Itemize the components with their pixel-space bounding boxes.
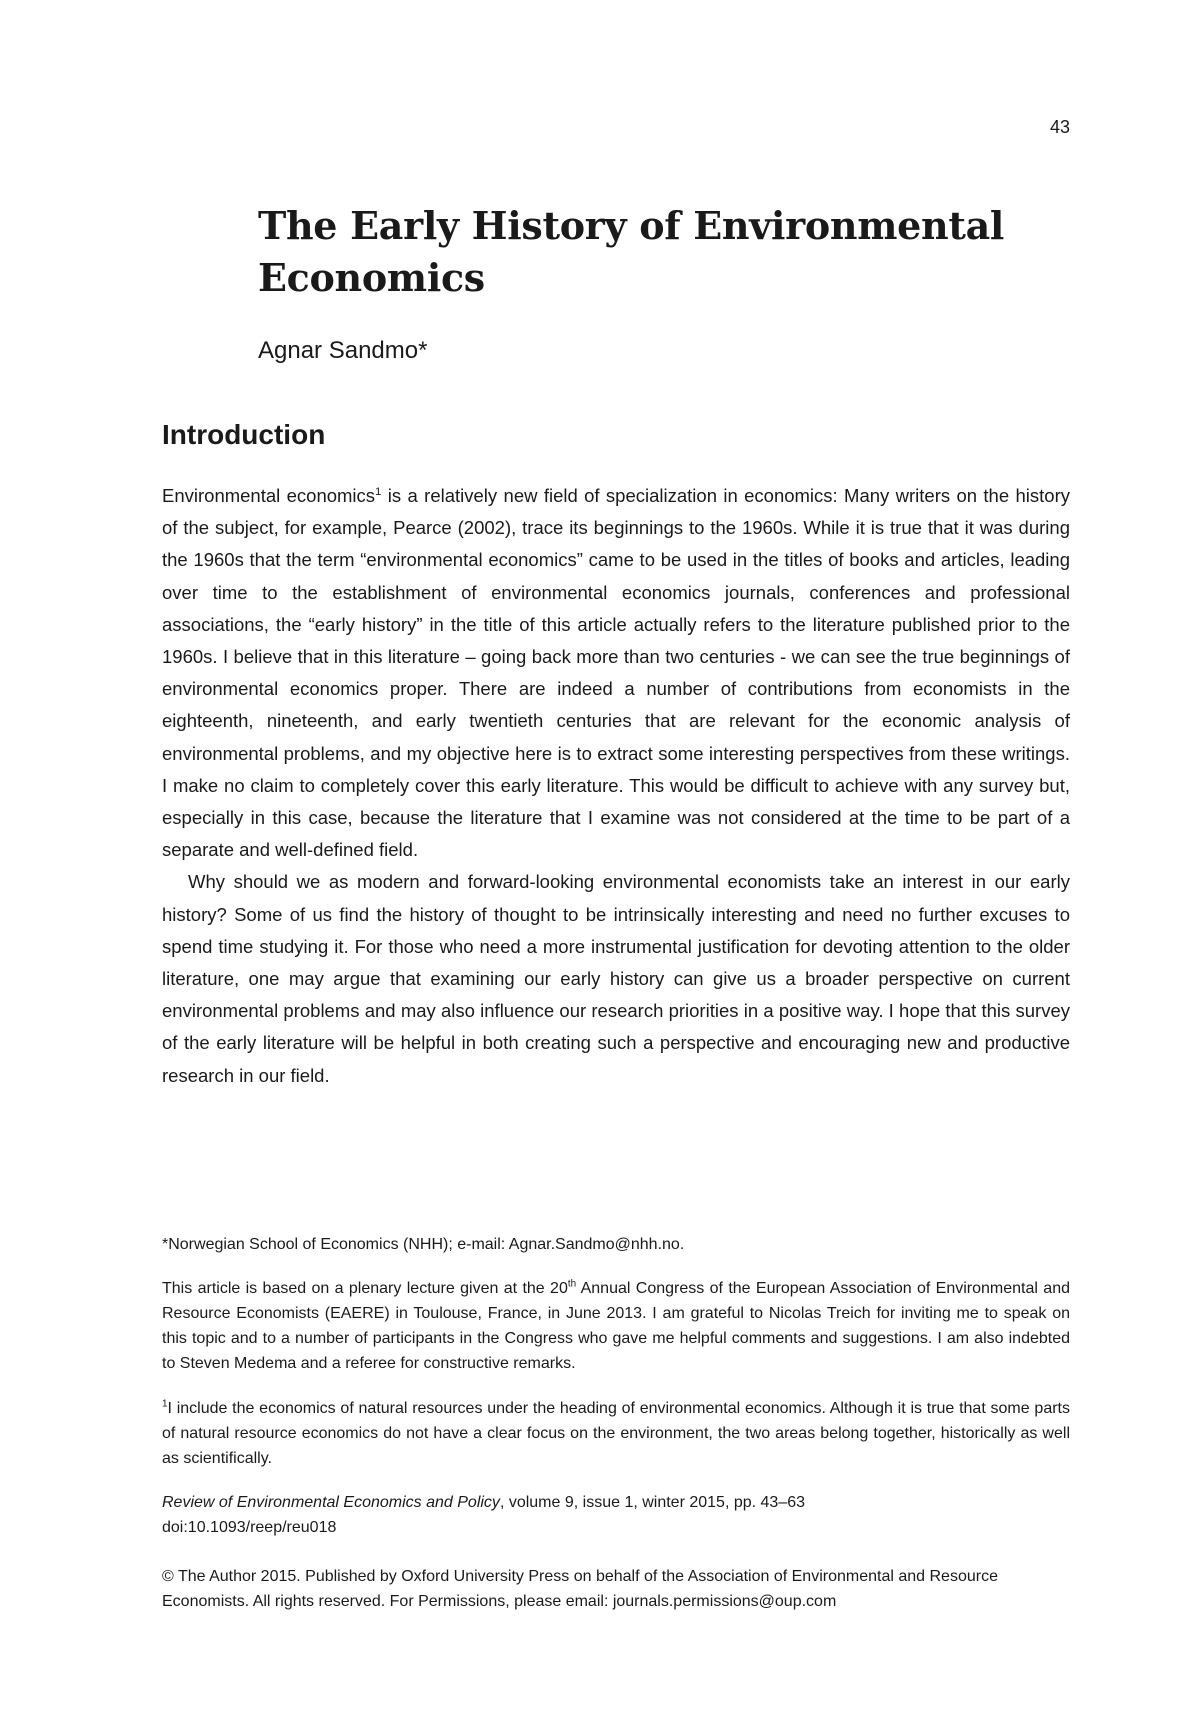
paragraph-1-start: Environmental economics xyxy=(162,485,376,506)
footnote-1-marker: 1 xyxy=(162,1398,168,1410)
footnote-marker-1: 1 xyxy=(375,485,382,498)
copyright-notice xyxy=(162,1564,1070,1614)
article-title: The Early History of Environmental Economics xyxy=(258,203,1005,300)
doi-line: doi:10.1093/reep/reu018 xyxy=(162,1519,337,1536)
body-paragraph-2: Why should we as modern and forward-looking environmental economists take an interest in our early history? Some of us find the history of thought to be intrinsically interesting and need no further excuses to spend time studying it. For those who need a more instrumental justification for devoting attention to the older literature, one may argue that examining our early history can give us a broader perspective on current environmental problems and may also influence our research priorities in a positive way. I hope that this survey of the early literature will be helpful in both creating such a perspective and encouraging new and productive research in our field. xyxy=(162,871,1070,1086)
journal-citation xyxy=(162,1490,1070,1540)
footnote-1 xyxy=(162,1396,1070,1471)
footnote-1-text xyxy=(162,1396,1070,1471)
footnote-1-body: I include the economics of natural resources under the heading of environmental economics. Although it is true that some parts of natural resource economics do not have a clear focus on the environment, the two areas belong together, historically as well as scientifically. xyxy=(162,1400,1070,1467)
page-number: 43 xyxy=(1049,117,1070,137)
acknowledgement-text xyxy=(162,1276,1070,1376)
author-name: Agnar Sandmo* xyxy=(258,337,428,364)
footnote-affiliation xyxy=(162,1232,1070,1257)
copyright-line-2: Economists. All rights reserved. For Permissions, please email: journals.permissions@oup.com xyxy=(162,1593,837,1610)
affiliation-text: *Norwegian School of Economics (NHH); e-mail: Agnar.Sandmo@nhh.no. xyxy=(162,1236,685,1253)
section-heading-introduction: Introduction xyxy=(162,419,326,450)
citation-details: , volume 9, issue 1, winter 2015, pp. 43–63 xyxy=(499,1494,806,1511)
copyright-line-1: © The Author 2015. Published by Oxford University Press on behalf of the Association of Environmental and Resource xyxy=(162,1568,998,1585)
ordinal-suffix: th xyxy=(567,1278,577,1290)
introduction-body xyxy=(162,480,1070,1092)
footnote-acknowledgement xyxy=(162,1276,1070,1376)
acknowledgement-rest: Annual Congress of the European Association of Environmental and Resource Economists (EAERE) in Toulouse, France, in June 2013. I am grateful to Nicolas Treich for inviting me to speak on this topic and to a number of participants in the Congress who gave me helpful comments and suggestions. I am also indebted to Steven Medema and a referee for constructive remarks. xyxy=(162,1280,1071,1372)
acknowledgement-start: This article is based on a plenary lecture given at the 20 xyxy=(162,1280,568,1297)
citation-line xyxy=(162,1490,1070,1515)
journal-name: Review of Environmental Economics and Policy xyxy=(162,1494,500,1511)
body-paragraph-1 xyxy=(162,480,1070,866)
paragraph-1-rest: is a relatively new field of specialization in economics: Many writers on the history of the subject, for example, Pearce (2002), trace its beginnings to the 1960s. While it is true that it was during the 1960s that the term “environmental economics” came to be used in the titles of books and articles, leading over time to the establishment of environmental economics journals, conferences and professional associations, the “early history” in the title of this article actually refers to the literature published prior to the 1960s. I believe that in this literature – going back more than two centuries - we can see the true beginnings of environmental economics proper. There are indeed a number of contributions from economists in the eighteenth, nineteenth, and early twentieth centuries that are relevant for the economic analysis of environmental problems, and my objective here is to extract some interesting perspectives from these writings. I make no claim to completely cover this early literature. This would be difficult to achieve with any survey but, especially in this case, because the literature that I examine was not considered at the time to be part of a separate and well-defined field. xyxy=(162,485,1070,861)
